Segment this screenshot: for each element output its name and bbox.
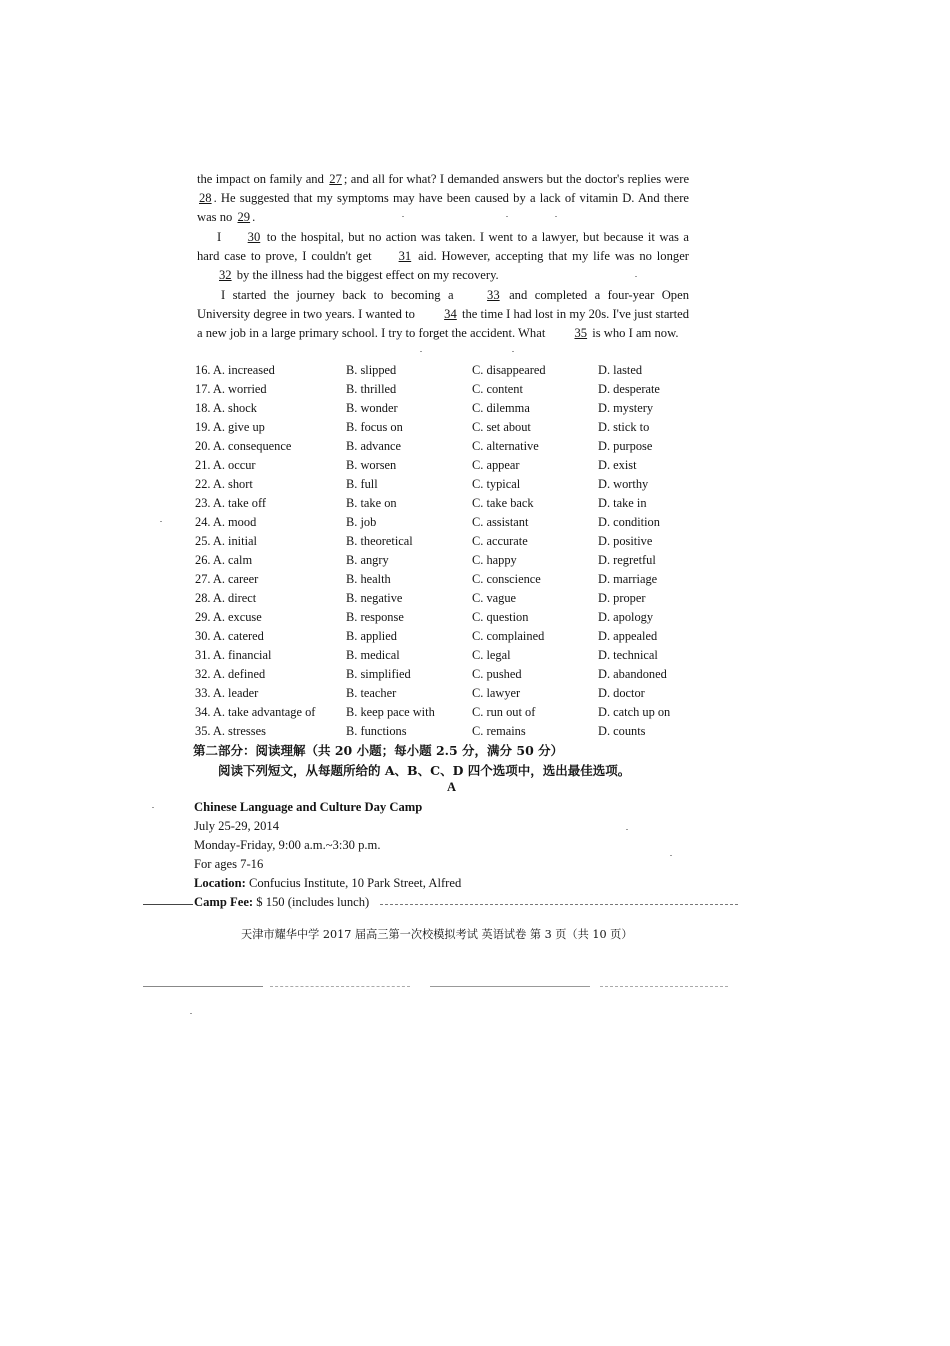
option-d: D. lasted [598, 363, 643, 377]
option-d: D. regretful [598, 553, 656, 567]
option-b: B. thrilled [346, 382, 397, 396]
bottom-divider [270, 986, 410, 987]
blank-34: 34 [444, 307, 457, 322]
camp-fee-label: Camp Fee: [194, 895, 254, 909]
scan-speck [190, 1013, 192, 1014]
option-c: C. pushed [472, 667, 522, 681]
option-b: B. response [346, 610, 404, 624]
section-2-header: 第二部分：阅读理解（共 20 小题；每小题 2.5 分，满分 50 分） [193, 743, 564, 758]
option-b: B. job [346, 515, 377, 529]
option-b: B. wonder [346, 401, 398, 415]
option-c: C. remains [472, 724, 526, 738]
option-a: 25. A. initial [195, 534, 257, 548]
option-b: B. advance [346, 439, 402, 453]
bottom-divider [430, 986, 590, 987]
divider-line [143, 904, 193, 905]
option-row [195, 722, 695, 741]
option-b: B. functions [346, 724, 407, 738]
option-c: C. take back [472, 496, 534, 510]
option-c: C. appear [472, 458, 520, 472]
option-a: 34. A. take advantage of [195, 705, 316, 719]
camp-location [194, 874, 461, 893]
option-c: C. legal [472, 648, 511, 662]
scan-speck [670, 855, 672, 856]
blank-31: 31 [398, 249, 412, 264]
option-a: 35. A. stresses [195, 724, 266, 738]
option-d: D. doctor [598, 686, 645, 700]
passage-text: . He suggested that my symptoms may have been caused by a lack of vitamin D. [213, 191, 635, 206]
option-d: D. appealed [598, 629, 658, 643]
camp-location-value: Confucius Institute, 10 Park Street, Alfred [248, 876, 462, 890]
option-row [195, 437, 695, 456]
option-c: C. run out of [472, 705, 536, 719]
option-b: B. teacher [346, 686, 397, 700]
option-a: 28. A. direct [195, 591, 257, 605]
scan-speck [626, 829, 628, 830]
option-a: 17. A. worried [195, 382, 267, 396]
option-c: C. happy [472, 553, 517, 567]
option-row [195, 684, 695, 703]
camp-hours: Monday-Friday, 9:00 a.m.~3:30 p.m. [194, 838, 381, 852]
option-d: D. desperate [598, 382, 660, 396]
option-b: B. health [346, 572, 391, 586]
option-a: 16. A. increased [195, 363, 275, 377]
camp-fee-value: $ 150 (includes lunch) [256, 895, 370, 909]
option-row [195, 380, 695, 399]
option-b: B. keep pace with [346, 705, 435, 719]
option-b: B. negative [346, 591, 403, 605]
option-row [195, 627, 695, 646]
option-d: D. technical [598, 648, 658, 662]
option-d: D. purpose [598, 439, 653, 453]
option-d: D. mystery [598, 401, 654, 415]
option-b: B. simplified [346, 667, 411, 681]
option-a: 32. A. defined [195, 667, 266, 681]
option-row [195, 551, 695, 570]
scan-speck [152, 807, 154, 808]
section-2-instructions: 阅读下列短文，从每题所给的 A、B、C、D 四个选项中，选出最佳选项。 [218, 763, 631, 778]
option-row [195, 608, 695, 627]
option-c: C. vague [472, 591, 517, 605]
answer-options-list [195, 361, 695, 741]
option-row [195, 494, 695, 513]
option-d: D. abandoned [598, 667, 667, 681]
option-a: 30. A. catered [195, 629, 264, 643]
bottom-divider [143, 986, 263, 987]
option-row [195, 589, 695, 608]
option-b: B. medical [346, 648, 400, 662]
option-a: 31. A. financial [195, 648, 272, 662]
option-row [195, 475, 695, 494]
blank-30: 30 [247, 230, 261, 244]
passage-text: . [252, 210, 256, 225]
option-b: B. angry [346, 553, 389, 567]
blank-29: 29 [237, 210, 251, 225]
camp-dates: July 25-29, 2014 [194, 819, 280, 833]
passage-text: ; and all for what? I demanded answers but the doctor's replies [343, 172, 662, 186]
option-row [195, 361, 695, 380]
option-b: B. full [346, 477, 378, 491]
option-row [195, 532, 695, 551]
option-d: D. positive [598, 534, 653, 548]
option-row [195, 513, 695, 532]
page-footer: 天津市耀华中学 2017 届高三第一次校模拟考试 英语试卷 第 3 页（共 10 页） [241, 928, 633, 941]
passage-text: is who I am now. [592, 326, 679, 341]
camp-title: Chinese Language and Culture Day Camp [194, 800, 423, 814]
passage-text: the impact on family and [197, 172, 324, 186]
option-c: C. conscience [472, 572, 541, 586]
passage-text: by the illness had the biggest effect on my recovery. [236, 268, 499, 283]
option-d: D. worthy [598, 477, 649, 491]
option-d: D. condition [598, 515, 660, 529]
passage-text: to the hospital, but no action was taken. I went to a lawyer, but because it was a hard case to prove, I couldn't get [197, 230, 689, 264]
passage-paragraph-1 [197, 170, 689, 228]
scan-speck [635, 276, 637, 277]
camp-location-label: Location: [194, 876, 246, 890]
option-a: 29. A. excuse [195, 610, 262, 624]
option-row [195, 665, 695, 684]
passage-label: A [447, 780, 457, 794]
option-d: D. proper [598, 591, 646, 605]
option-row [195, 399, 695, 418]
option-c: C. accurate [472, 534, 528, 548]
bottom-divider [600, 986, 728, 987]
blank-33: 33 [487, 288, 500, 302]
option-b: B. applied [346, 629, 397, 643]
option-b: B. worsen [346, 458, 397, 472]
passage-text: and completed a four-year Open University degree in two years. I wanted to [197, 288, 689, 322]
option-a: 21. A. occur [195, 458, 256, 472]
option-c: C. assistant [472, 515, 529, 529]
blank-28: 28 [199, 191, 212, 206]
option-c: C. typical [472, 477, 521, 491]
option-a: 27. A. career [195, 572, 259, 586]
option-c: C. question [472, 610, 529, 624]
passage-text: I started the journey back to becoming a [221, 288, 454, 302]
scan-speck [512, 351, 514, 352]
passage-paragraph-3 [197, 286, 689, 344]
option-row [195, 456, 695, 475]
camp-ages: For ages 7-16 [194, 857, 264, 871]
blank-35: 35 [574, 326, 588, 341]
passage-text: were [664, 172, 690, 186]
option-c: C. dilemma [472, 401, 530, 415]
option-a: 20. A. consequence [195, 439, 292, 453]
option-c: C. set about [472, 420, 531, 434]
option-d: D. marriage [598, 572, 658, 586]
blank-27: 27 [329, 172, 342, 186]
option-a: 33. A. leader [195, 686, 259, 700]
scan-speck [402, 216, 404, 217]
option-row [195, 418, 695, 437]
scan-speck [555, 216, 557, 217]
option-c: C. complained [472, 629, 545, 643]
option-d: D. stick to [598, 420, 650, 434]
option-a: 23. A. take off [195, 496, 267, 510]
option-b: B. take on [346, 496, 397, 510]
passage-text: the time I had lost in my 20s. I've just started a new job in a large primary school. I try to forget the accident. What [197, 307, 690, 341]
scan-speck [160, 521, 162, 522]
option-d: D. take in [598, 496, 647, 510]
passage-text: aid. However, accepting that my life was no longer [418, 249, 689, 264]
option-a: 19. A. give up [195, 420, 265, 434]
option-b: B. focus on [346, 420, 403, 434]
option-b: B. slipped [346, 363, 397, 377]
option-row [195, 646, 695, 665]
option-d: D. exist [598, 458, 637, 472]
option-a: 18. A. shock [195, 401, 257, 415]
scan-speck [506, 216, 508, 217]
option-a: 22. A. short [195, 477, 253, 491]
option-b: B. theoretical [346, 534, 413, 548]
scan-speck [420, 351, 422, 352]
passage-text: And there was no [197, 191, 689, 225]
divider-line [380, 904, 738, 905]
option-c: C. lawyer [472, 686, 521, 700]
option-d: D. counts [598, 724, 646, 738]
option-d: D. apology [598, 610, 654, 624]
option-a: 26. A. calm [195, 553, 253, 567]
option-row [195, 703, 695, 722]
camp-fee [194, 893, 369, 912]
blank-32: 32 [219, 268, 232, 283]
passage-text: I [217, 230, 222, 244]
option-c: C. disappeared [472, 363, 546, 377]
passage-paragraph-2 [197, 228, 689, 286]
option-c: C. alternative [472, 439, 539, 453]
option-d: D. catch up on [598, 705, 671, 719]
option-a: 24. A. mood [195, 515, 257, 529]
option-c: C. content [472, 382, 523, 396]
option-row [195, 570, 695, 589]
